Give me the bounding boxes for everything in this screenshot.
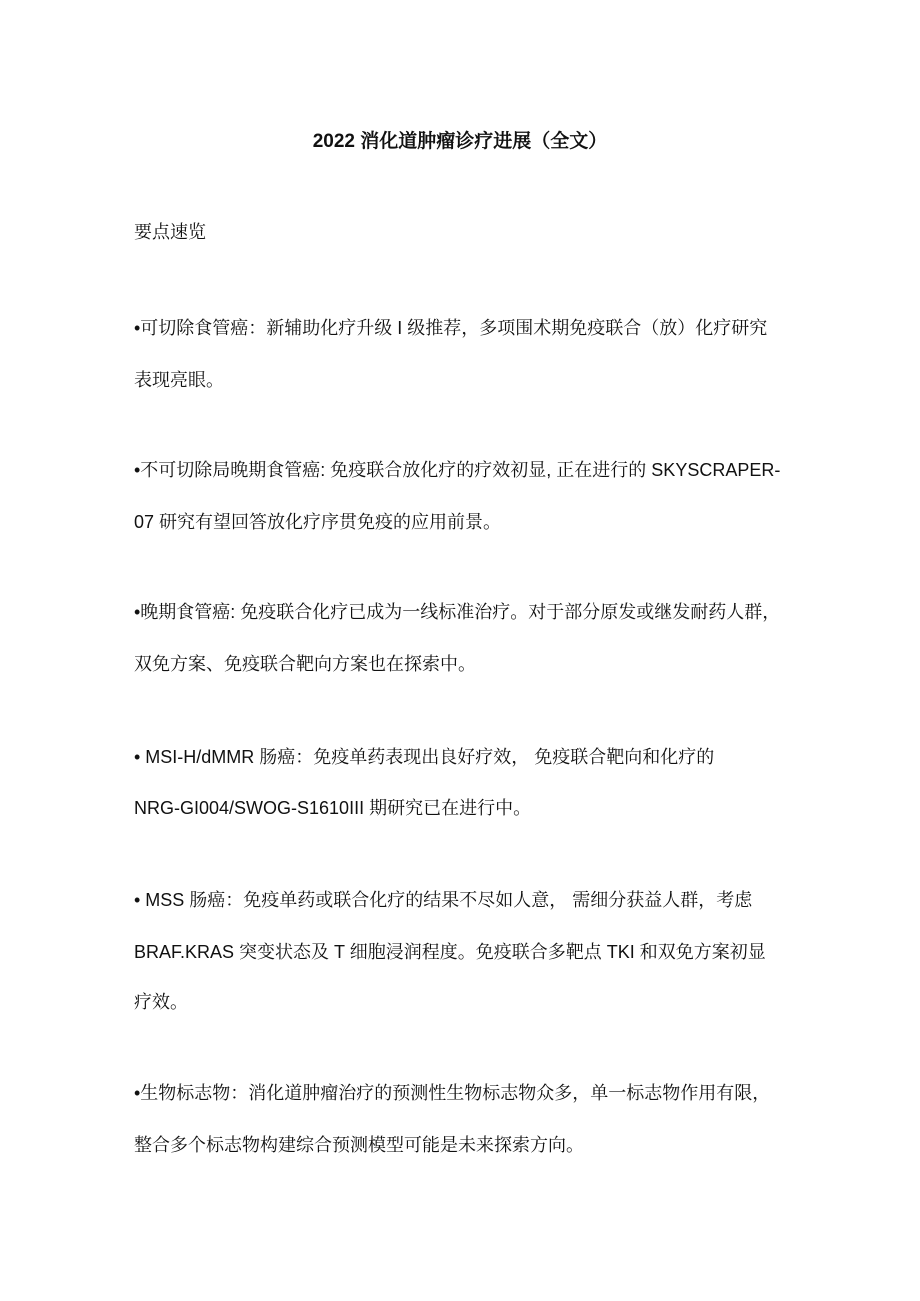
paragraph-line: BRAF.KRAS 突变状态及 T 细胞浸润程度。免疫联合多靶点 TKI 和双免方案初显 xyxy=(134,942,766,962)
paragraph-line: 双免方案、免疫联合靶向方案也在探索中。 xyxy=(134,654,476,674)
paragraph-line: NRG-GI004/SWOG-S1610III 期研究已在进行中。 xyxy=(134,798,532,818)
document-title: 2022 消化道肿瘤诊疗进展（全文） xyxy=(312,131,608,152)
paragraph-line: •可切除食管癌：新辅助化疗升级 I 级推荐，多项围术期免疫联合（放）化疗研究 xyxy=(134,318,768,338)
paragraph-line: 疗效。 xyxy=(134,992,188,1012)
paragraph-line: 整合多个标志物构建综合预测模型可能是未来探索方向。 xyxy=(134,1135,584,1155)
paragraph-line: 07 研究有望回答放化疗序贯免疫的应用前景。 xyxy=(134,512,502,532)
paragraph-line: •生物标志物：消化道肿瘤治疗的预测性生物标志物众多，单一标志物作用有限， xyxy=(134,1083,771,1103)
paragraph-line: • MSS 肠癌：免疫单药或联合化疗的结果不尽如人意， 需细分获益人群，考虑 xyxy=(134,890,753,910)
section-heading: 要点速览 xyxy=(134,222,206,242)
paragraph-line: • MSI-H/dMMR 肠癌：免疫单药表现出良好疗效， 免疫联合靶向和化疗的 xyxy=(134,747,715,767)
paragraph-line: 表现亮眼。 xyxy=(134,370,224,390)
paragraph-line: •晚期食管癌: 免疫联合化疗已成为一线标准治疗。对于部分原发或继发耐药人群， xyxy=(134,602,781,622)
paragraph-line: •不可切除局晚期食管癌: 免疫联合放化疗的疗效初显, 正在进行的 SKYSCRAPER- xyxy=(134,460,781,480)
